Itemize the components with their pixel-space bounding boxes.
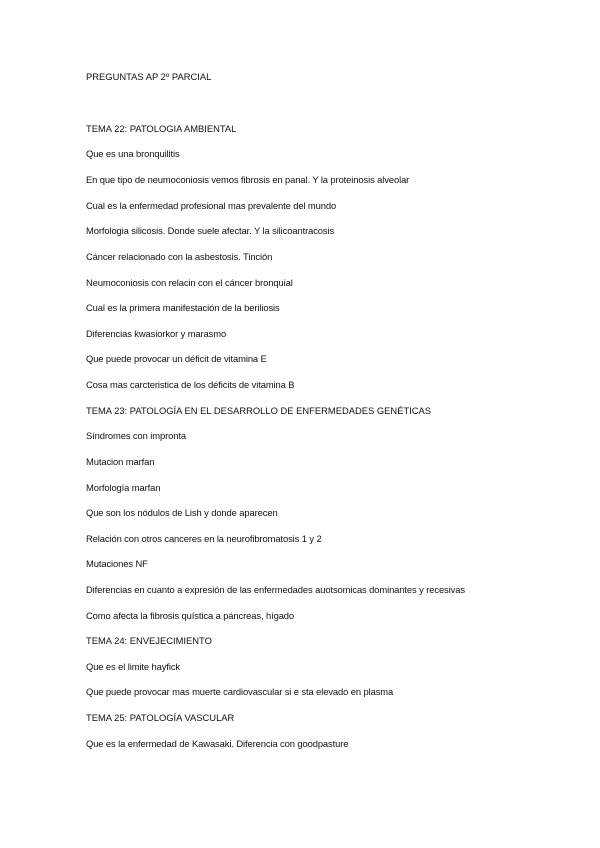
question-line: Morfologia silicosis. Donde suele afectar. Y la silicoantracosis bbox=[86, 225, 335, 236]
question-line: Cual es la enfermedad profesional mas prevalente del mundo bbox=[86, 200, 337, 211]
question-line: Neumoconiosis con relacin con el cáncer bronquial bbox=[86, 277, 293, 288]
question-line: Relación con otros canceres en la neurofibromatosis 1 y 2 bbox=[86, 533, 322, 544]
question-line: En que tipo de neumoconiosis vemos fibrosis en panal. Y la proteinosis alveolar bbox=[86, 174, 410, 185]
question-line: Que son los nódulos de Lish y donde aparecen bbox=[86, 507, 278, 518]
question-line: Cáncer relacionado con la asbestosis. Tinción bbox=[86, 251, 273, 262]
section-heading-tema-22: TEMA 22: PATOLOGIA AMBIENTAL bbox=[86, 123, 237, 134]
question-line: Que es una bronquilitis bbox=[86, 148, 180, 159]
question-line: Como afecta la fibrosis quística a páncreas, hígado bbox=[86, 610, 295, 621]
section-heading-tema-23: TEMA 23: PATOLOGÍA EN EL DESARROLLO DE ENFERMEDADES GENÉTICAS bbox=[86, 405, 432, 416]
document-title: PREGUNTAS AP 2º PARCIAL bbox=[86, 71, 212, 82]
question-line: Diferencias en cuanto a expresión de las enfermedades auotsomicas dominantes y recesivas bbox=[86, 584, 465, 595]
question-line: Cual es la primera manifestación de la beriliosis bbox=[86, 302, 280, 313]
question-line: Que puede provocar mas muerte cardiovascular si e sta elevado en plasma bbox=[86, 686, 394, 697]
question-line: Que es el limite hayfick bbox=[86, 661, 180, 672]
question-line: Mutacion marfan bbox=[86, 456, 155, 467]
question-line: Síndromes con impronta bbox=[86, 430, 186, 441]
question-line: Mutaciones NF bbox=[86, 558, 148, 569]
question-line: Que puede provocar un déficit de vitamina E bbox=[86, 353, 267, 364]
question-line: Que es la enfermedad de Kawasaki. Diferencia con goodpasture bbox=[86, 738, 349, 749]
section-heading-tema-25: TEMA 25: PATOLOGÍA VASCULAR bbox=[86, 712, 235, 723]
question-line: Cosa mas carcteristica de los déficits de vitamina B bbox=[86, 379, 295, 390]
question-line: Morfología marfan bbox=[86, 482, 161, 493]
section-heading-tema-24: TEMA 24: ENVEJECIMIENTO bbox=[86, 635, 212, 646]
question-line: Diferencias kwasiorkor y marasmo bbox=[86, 328, 227, 339]
